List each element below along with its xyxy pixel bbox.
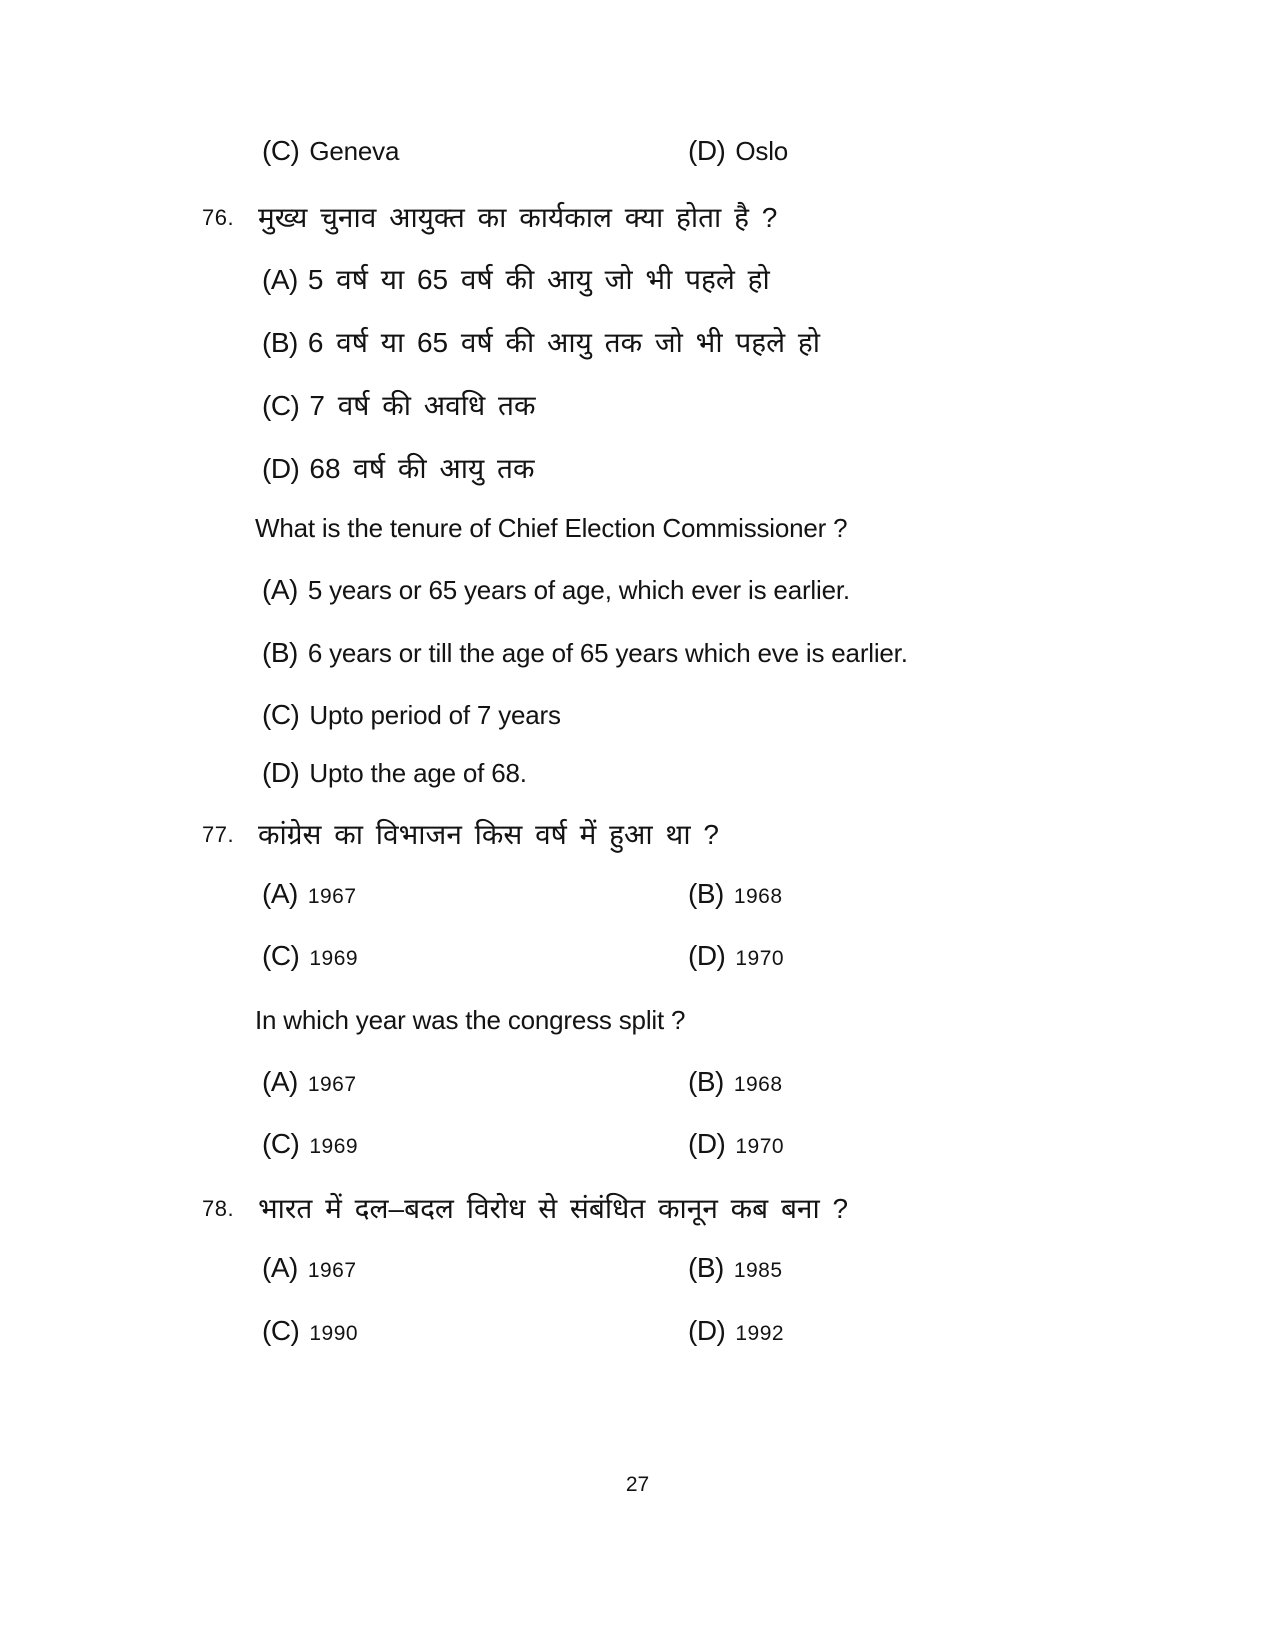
option-text: 1990 <box>309 1322 359 1345</box>
option-letter: (C) <box>262 135 300 166</box>
carryover-option-c <box>262 135 399 167</box>
question-number: 77. <box>202 822 235 847</box>
option-text: 1969 <box>309 947 359 970</box>
option-letter: (C) <box>262 390 300 421</box>
option-text: 1968 <box>733 1073 783 1096</box>
carryover-option-d <box>688 135 788 167</box>
option-c-english <box>262 699 561 731</box>
option-text: 6 years or till the age of 65 years which eve is earlier. <box>307 638 908 668</box>
option-letter: (A) <box>262 1066 298 1097</box>
option-letter: (C) <box>262 940 300 971</box>
option-letter: (D) <box>688 1128 726 1159</box>
option-a-hindi <box>262 1252 357 1284</box>
option-text: 5 वर्ष या 65 वर्ष की आयु जो भी पहले हो <box>307 264 770 295</box>
option-text: Upto period of 7 years <box>309 700 561 730</box>
option-text: Geneva <box>309 136 400 166</box>
option-letter: (B) <box>688 1252 724 1283</box>
option-text: 1968 <box>733 885 783 908</box>
option-letter: (D) <box>688 135 726 166</box>
option-text: 1967 <box>307 885 357 908</box>
option-text: 1970 <box>735 1135 785 1158</box>
option-text: 5 years or 65 years of age, which ever is earlier. <box>307 575 850 605</box>
option-letter: (A) <box>262 878 298 909</box>
option-letter: (B) <box>688 1066 724 1097</box>
option-letter: (B) <box>262 327 298 358</box>
option-letter: (B) <box>262 637 298 668</box>
option-text: 68 वर्ष की आयु तक <box>309 453 535 484</box>
option-text: 1985 <box>733 1259 783 1282</box>
page-number: 27 <box>625 1473 650 1496</box>
option-d-hindi <box>262 449 534 487</box>
question-text-hindi: कांग्रेस का विभाजन किस वर्ष में हुआ था ? <box>258 819 719 850</box>
option-b-hindi <box>688 878 783 910</box>
option-d-hindi <box>688 1315 784 1347</box>
option-a-hindi <box>262 878 357 910</box>
option-a-hindi <box>262 260 770 298</box>
option-b-english <box>262 637 908 669</box>
option-text: 6 वर्ष या 65 वर्ष की आयु तक जो भी पहले हो <box>307 327 821 358</box>
question-text-english: In which year was the congress split ? <box>255 1005 686 1035</box>
option-text: 1969 <box>309 1135 359 1158</box>
question-number: 76. <box>202 205 235 230</box>
option-a-english <box>262 574 850 606</box>
option-c-hindi <box>262 940 358 972</box>
option-c-hindi <box>262 1315 358 1347</box>
option-b-hindi <box>262 323 820 361</box>
question-text-english: What is the tenure of Chief Election Commissioner ? <box>255 513 848 543</box>
question-text-hindi: मुख्य चुनाव आयुक्त का कार्यकाल क्या होता है ? <box>258 202 778 233</box>
option-b-english <box>688 1066 783 1098</box>
option-letter: (A) <box>262 1252 298 1283</box>
option-letter: (C) <box>262 1315 300 1346</box>
option-c-hindi <box>262 386 535 424</box>
option-text: 1970 <box>735 947 785 970</box>
option-letter: (C) <box>262 1128 300 1159</box>
option-text: Upto the age of 68. <box>309 758 527 788</box>
option-a-english <box>262 1066 357 1098</box>
option-letter: (C) <box>262 699 300 730</box>
option-b-hindi <box>688 1252 783 1284</box>
option-d-english <box>688 1128 784 1160</box>
option-d-hindi <box>688 940 784 972</box>
option-text: 1967 <box>307 1073 357 1096</box>
option-text: 7 वर्ष की अवधि तक <box>309 390 536 421</box>
question-text-hindi: भारत में दल–बदल विरोध से संबंधित कानून कब बना ? <box>258 1193 849 1224</box>
option-text: Oslo <box>735 136 789 166</box>
option-letter: (A) <box>262 574 298 605</box>
option-text: 1967 <box>307 1259 357 1282</box>
option-c-english <box>262 1128 358 1160</box>
question-number: 78. <box>202 1196 235 1221</box>
option-letter: (B) <box>688 878 724 909</box>
option-letter: (D) <box>262 757 300 788</box>
option-letter: (A) <box>262 264 298 295</box>
option-letter: (D) <box>262 453 300 484</box>
option-d-english <box>262 757 527 789</box>
option-letter: (D) <box>688 1315 726 1346</box>
option-letter: (D) <box>688 940 726 971</box>
option-text: 1992 <box>735 1322 785 1345</box>
